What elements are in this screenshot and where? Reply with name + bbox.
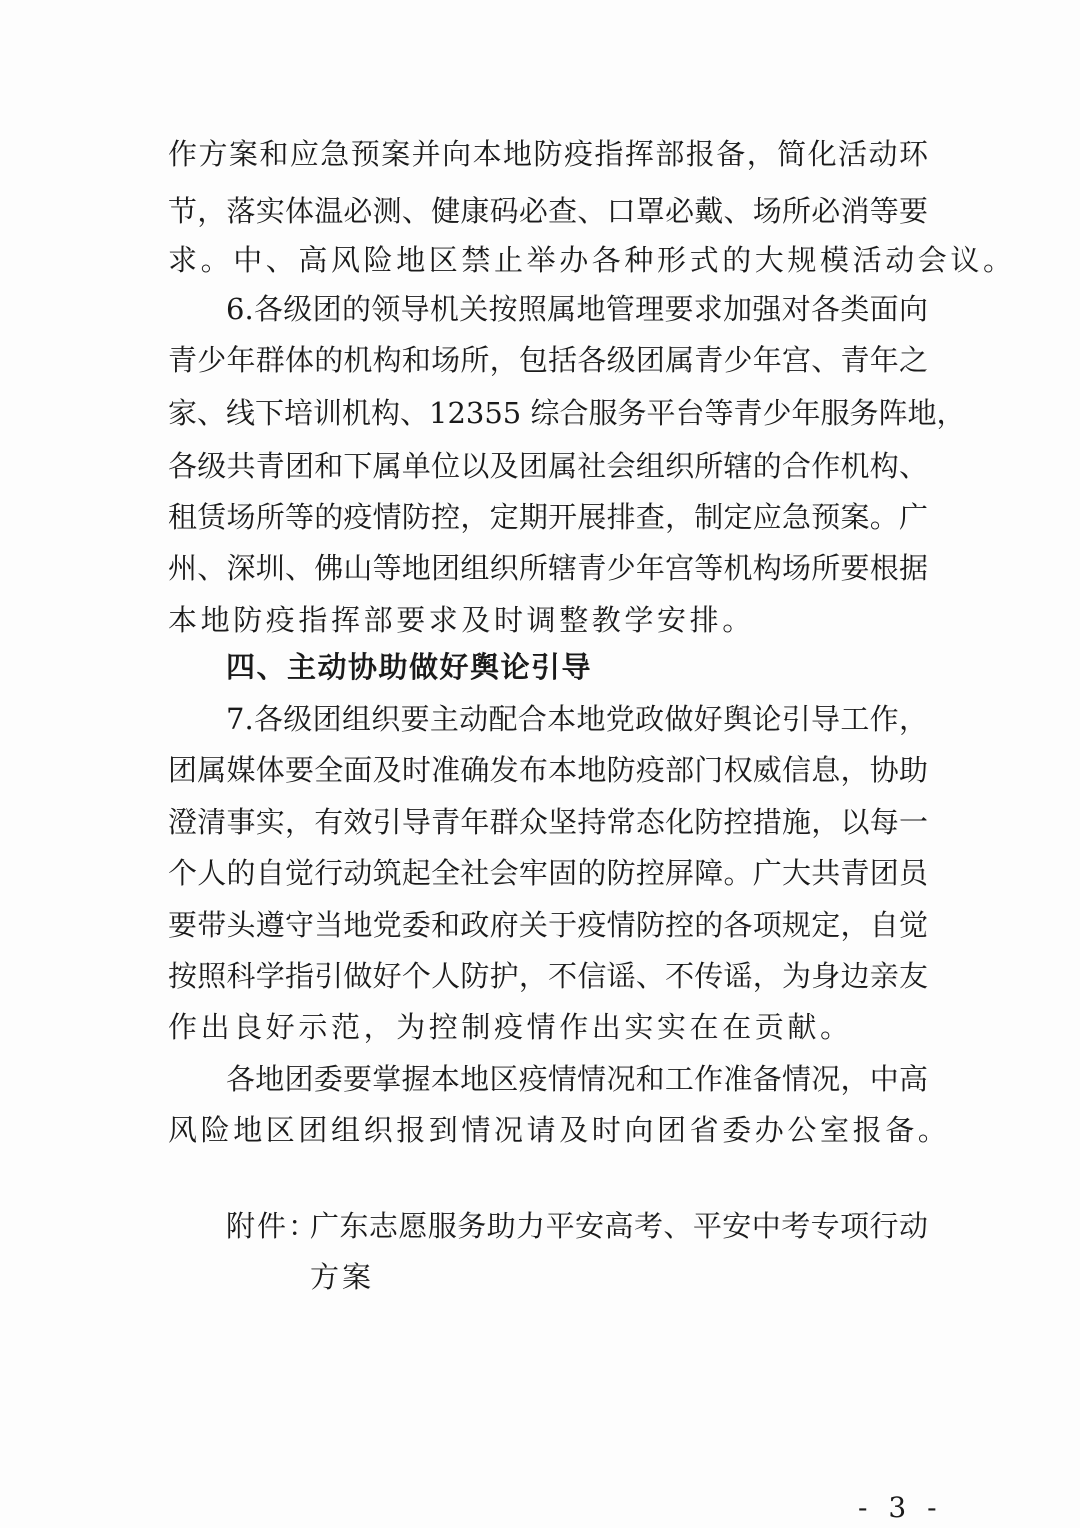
paragraph-line: 要带头遵守当地党委和政府关于疫情防控的各项规定，自觉 bbox=[168, 908, 928, 942]
paragraph-line: 团属媒体要全面及时准确发布本地防疫部门权威信息，协助 bbox=[168, 753, 928, 787]
paragraph-line: 作出良好示范，为控制疫情作出实实在在贡献。 bbox=[168, 1010, 853, 1044]
paragraph-line: 青少年群体的机构和场所，包括各级团属青少年宫、青年之 bbox=[168, 343, 928, 377]
page-number: - 3 - bbox=[858, 1491, 943, 1524]
section-heading: 四、主动协助做好舆论引导 bbox=[226, 650, 593, 684]
attachment-title-line: 广东志愿服务助力平安高考、平安中考专项行动 bbox=[310, 1209, 928, 1243]
paragraph-line: 澄清事实，有效引导青年群众坚持常态化防控措施，以每一 bbox=[168, 805, 928, 839]
paragraph-line: 求。中、高风险地区禁止举办各种形式的大规模活动会议。 bbox=[168, 243, 1016, 277]
paragraph-line: 节，落实体温必测、健康码必查、口罩必戴、场所必消等要 bbox=[168, 194, 928, 228]
paragraph-line: 个人的自觉行动筑起全社会牢固的防控屏障。广大共青团员 bbox=[168, 856, 928, 890]
paragraph-line: 各级共青团和下属单位以及团属社会组织所辖的合作机构、 bbox=[168, 449, 928, 483]
paragraph-line: 家、线下培训机构、12355 综合服务平台等青少年服务阵地， bbox=[168, 396, 966, 430]
paragraph-line: 本地防疫指挥部要求及时调整教学安排。 bbox=[168, 603, 755, 637]
paragraph-line: 租赁场所等的疫情防控，定期开展排查，制定应急预案。广 bbox=[168, 500, 928, 534]
paragraph-line: 按照科学指引做好个人防护，不信谣、不传谣，为身边亲友 bbox=[168, 959, 928, 993]
attachment-label: 附件： bbox=[226, 1209, 320, 1243]
paragraph-line: 各地团委要掌握本地区疫情情况和工作准备情况，中高 bbox=[226, 1062, 928, 1096]
paragraph-line: 7.各级团组织要主动配合本地党政做好舆论引导工作， bbox=[226, 702, 928, 736]
attachment-title-line: 方案 bbox=[310, 1260, 375, 1294]
paragraph-line: 6.各级团的领导机关按照属地管理要求加强对各类面向 bbox=[226, 292, 928, 326]
paragraph-line: 州、深圳、佛山等地团组织所辖青少年宫等机构场所要根据 bbox=[168, 551, 928, 585]
paragraph-line: 作方案和应急预案并向本地防疫指挥部报备，简化活动环 bbox=[168, 137, 928, 171]
paragraph-line: 风险地区团组织报到情况请及时向团省委办公室报备。 bbox=[168, 1113, 951, 1147]
